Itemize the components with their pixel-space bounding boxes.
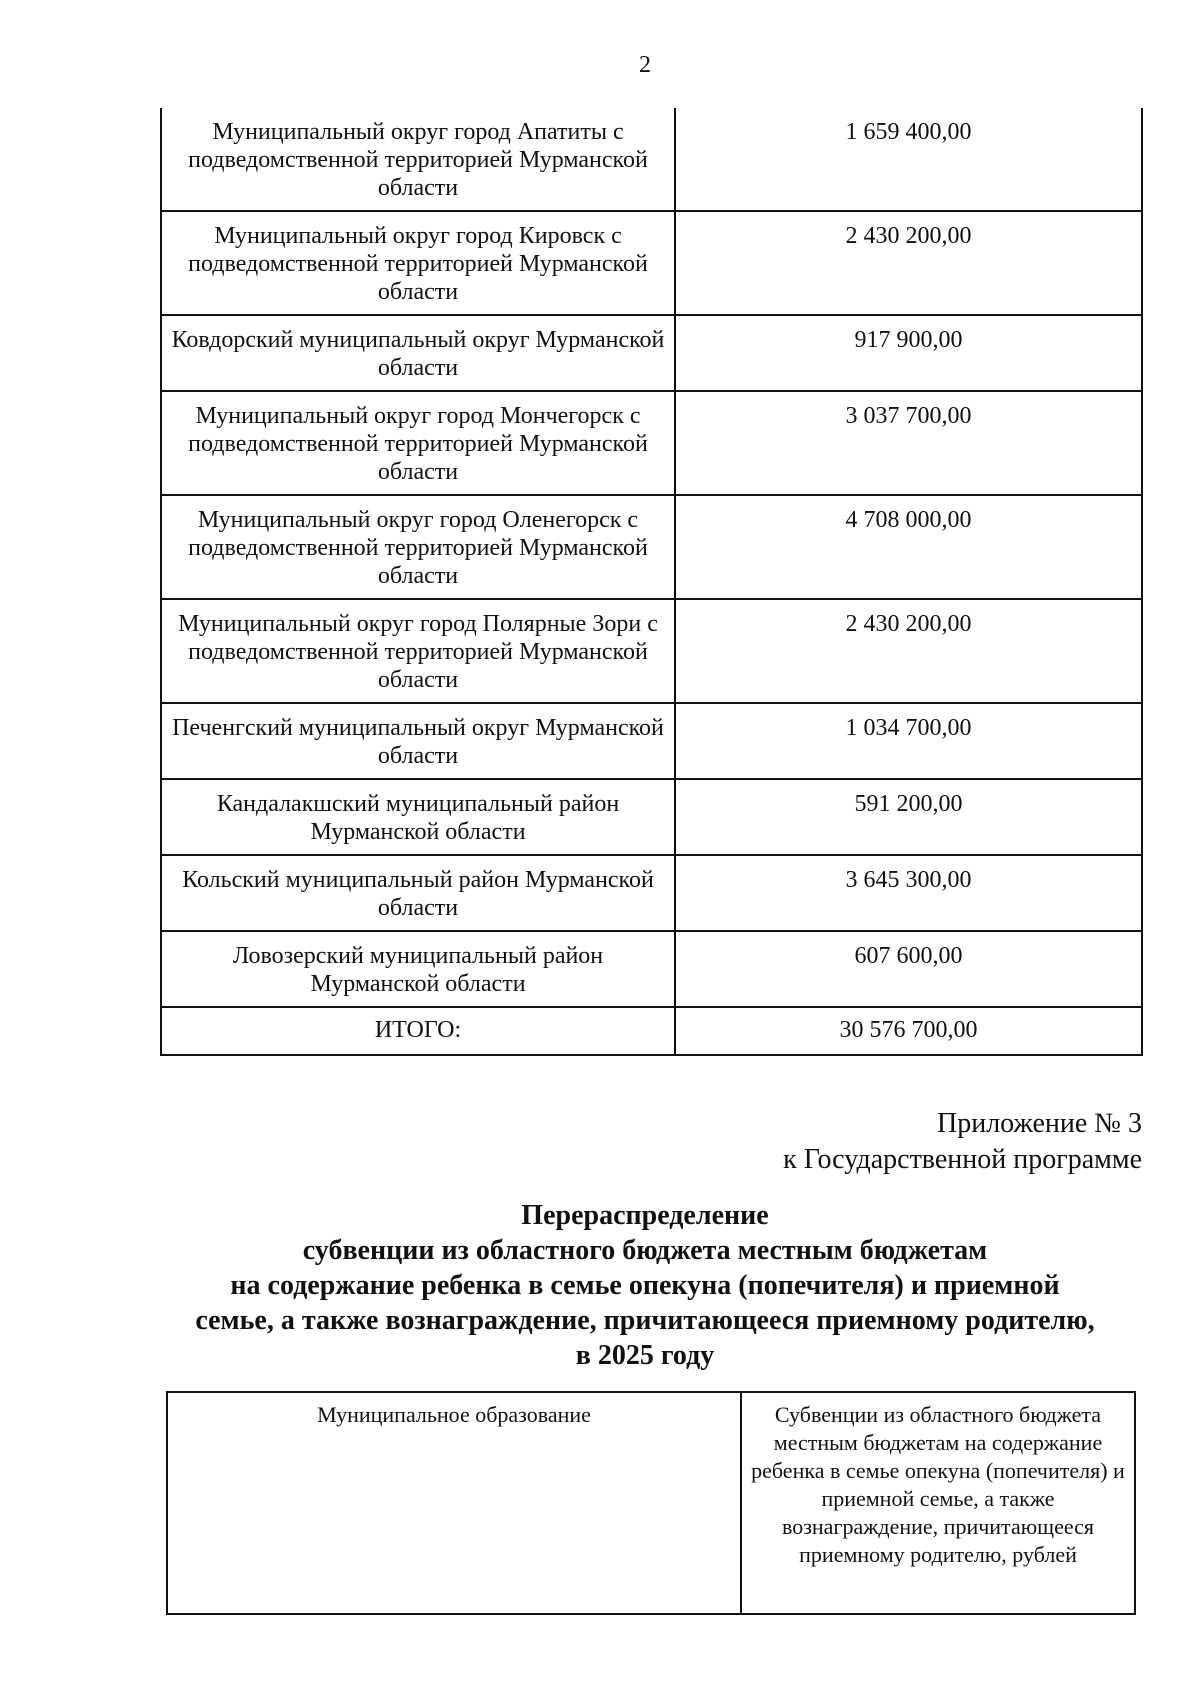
appendix-program: к Государственной программе: [783, 1144, 1142, 1175]
amount-value: 607 600,00: [675, 931, 1142, 1007]
table-row: [161, 495, 1142, 599]
total-row: [161, 1007, 1142, 1055]
table-row: [161, 391, 1142, 495]
table-header-row: [167, 1392, 1135, 1614]
appendix-reference: [783, 1106, 1142, 1178]
amount-value: 3 037 700,00: [675, 391, 1142, 495]
amount-value: 3 645 300,00: [675, 855, 1142, 931]
table-row: [161, 931, 1142, 1007]
table-row: [161, 703, 1142, 779]
title-line-5: в 2025 году: [575, 1340, 715, 1371]
page-number: 2: [639, 52, 651, 78]
amount-value: 4 708 000,00: [675, 495, 1142, 599]
table-row: [161, 855, 1142, 931]
table-row: [161, 599, 1142, 703]
amount-value: 917 900,00: [675, 315, 1142, 391]
document-title: [170, 1198, 1120, 1373]
table-row: [161, 779, 1142, 855]
title-line-2: субвенции из областного бюджета местным бюджетам: [302, 1235, 988, 1266]
title-line-1: Перераспределение: [521, 1200, 769, 1231]
table-row: [161, 211, 1142, 315]
municipality-name: Муниципальный округ город Оленегорск с подведомственной территорией Мурманской области: [161, 495, 675, 599]
municipality-name: Муниципальный округ город Апатиты с подведомственной территорией Мурманской области: [161, 108, 675, 211]
table-row: [161, 108, 1142, 211]
header-municipality: Муниципальное образование: [167, 1392, 741, 1614]
subvention-header-table: [166, 1391, 1136, 1615]
total-label: ИТОГО:: [161, 1007, 675, 1055]
municipality-name: Кольский муниципальный район Мурманской области: [161, 855, 675, 931]
amount-value: 591 200,00: [675, 779, 1142, 855]
municipality-name: Муниципальный округ город Кировск с подведомственной территорией Мурманской области: [161, 211, 675, 315]
amount-value: 1 659 400,00: [675, 108, 1142, 211]
municipality-name: Печенгский муниципальный округ Мурманской области: [161, 703, 675, 779]
appendix-number: Приложение № 3: [937, 1108, 1142, 1139]
amount-value: 1 034 700,00: [675, 703, 1142, 779]
municipality-name: Муниципальный округ город Мончегорск с подведомственной территорией Мурманской области: [161, 391, 675, 495]
total-amount: 30 576 700,00: [675, 1007, 1142, 1055]
amount-value: 2 430 200,00: [675, 211, 1142, 315]
amount-value: 2 430 200,00: [675, 599, 1142, 703]
title-line-4: семье, а также вознаграждение, причитающееся приемному родителю,: [195, 1305, 1095, 1336]
municipality-name: Муниципальный округ город Полярные Зори с подведомственной территорией Мурманской области: [161, 599, 675, 703]
municipality-name: Кандалакшский муниципальный район Мурманской области: [161, 779, 675, 855]
table-row: [161, 315, 1142, 391]
title-line-3: на содержание ребенка в семье опекуна (попечителя) и приемной: [230, 1270, 1060, 1301]
allocation-table-body: [161, 108, 1142, 1055]
municipality-name: Ловозерский муниципальный район Мурманской области: [161, 931, 675, 1007]
municipality-name: Ковдорский муниципальный округ Мурманской области: [161, 315, 675, 391]
header-subvention: Субвенции из областного бюджета местным бюджетам на содержание ребенка в семье опекуна (попечителя) и приемной семье, а также вознаграждение, причитающееся приемному родителю, рублей: [741, 1392, 1135, 1614]
allocation-table: [160, 108, 1143, 1056]
